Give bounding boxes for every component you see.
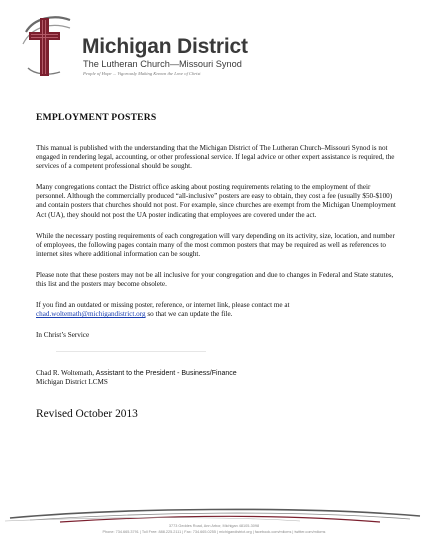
organization-tagline: People of Hope ... Vigorously Making Known the Love of Christ bbox=[83, 71, 201, 76]
paragraph-background: Many congregations contact the District office asking about posting requirements relating to the employment of their personnel. Although the commercially produced “all-inclusive” posters are easy to obtain, they cost a fee (usually $50-$100) and contain posters that churches should not post. For example, since churches are exempt from the Michigan Unemployment Act (UA), they should not post the UA poster indicating that employees are covered under the act. bbox=[36, 183, 396, 219]
footer-contacts: Phone: 734.665.3791 | Toll Free: 888.225.2111 | Fax: 734.665.0255 | michigandistrict.org | facebook.com/milcms | twitter.com/milcms bbox=[102, 530, 326, 534]
signer-organization: Michigan District LCMS bbox=[36, 378, 108, 387]
cross-logo-icon bbox=[20, 12, 72, 78]
paragraph-requirements: While the necessary posting requirements of each congregation will vary depending on its activity, size, location, and number of employees, the following pages contain many of the most common posters that may be required as well as references to internet sites where additional information can be sought. bbox=[36, 231, 395, 258]
document-title: EMPLOYMENT POSTERS bbox=[36, 112, 157, 123]
closing-line: In Christ’s Service bbox=[36, 331, 90, 340]
organization-subtitle: The Lutheran Church—Missouri Synod bbox=[83, 59, 242, 69]
revision-date: Revised October 2013 bbox=[36, 408, 138, 421]
signature-area bbox=[36, 344, 398, 356]
contact-text-end: so that we can update the file. bbox=[145, 310, 233, 319]
signer-title: Assistant to the President - Business/Finance bbox=[95, 370, 237, 378]
paragraph-disclaimer: This manual is published with the understanding that the Michigan District of The Lutheran Church–Missouri Synod is not engaged in rendering legal, accounting, or other professional service. If legal advice or other expert assistance is required, the services of a competent professional should be sought. bbox=[36, 144, 395, 171]
signer-line bbox=[36, 369, 398, 378]
paragraph-contact bbox=[36, 301, 398, 319]
organization-name: Michigan District bbox=[82, 35, 248, 58]
email-link[interactable]: chad.woltemath@michigandistrict.org bbox=[36, 310, 146, 319]
letterhead-footer bbox=[0, 496, 428, 554]
signer-name: Chad R. Woltemath, bbox=[36, 369, 96, 378]
document-body bbox=[36, 112, 398, 421]
paragraph-note: Please note that these posters may not be all inclusive for your congregation and due to changes in Federal and State statutes, this list and the posters may become obsolete. bbox=[36, 270, 394, 289]
contact-text: If you find an outdated or missing poster, reference, or internet link, please contact me at bbox=[36, 301, 290, 310]
letterhead bbox=[20, 12, 420, 78]
footer-address: 3773 Geddes Road, Ann Arbor, Michigan 48105-3098 bbox=[168, 524, 260, 528]
